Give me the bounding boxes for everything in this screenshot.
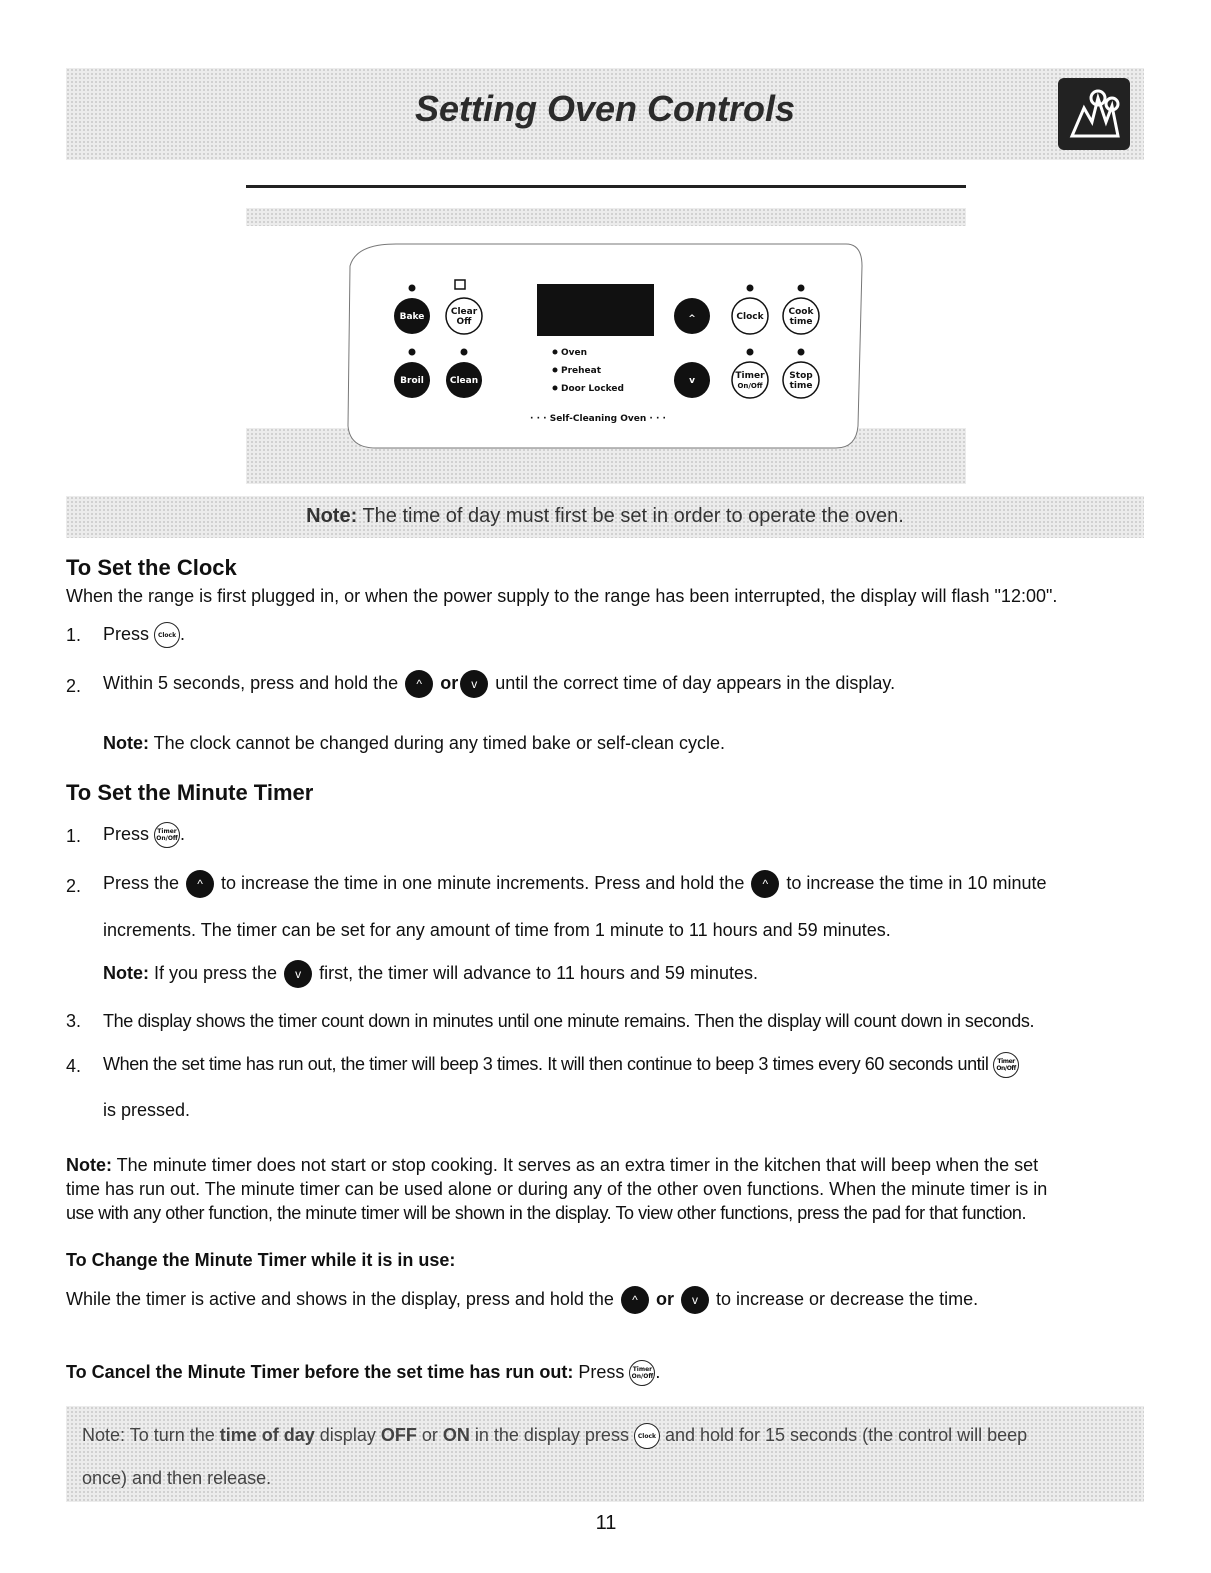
- svg-text:On/Off: On/Off: [737, 382, 763, 390]
- indicator-oven: Oven: [561, 348, 588, 358]
- down-arrow-icon: v: [460, 670, 488, 698]
- panel-top-line: [246, 185, 966, 188]
- oven-display: [537, 284, 654, 336]
- timer-step-4: When the set time has run out, the timer will beep 3 times. It will then continue to beep 3 times every 60 seconds until Timer On/Off: [103, 1052, 1019, 1078]
- page-title: Setting Oven Controls: [414, 88, 796, 129]
- clock-step-1: Press Clock .: [103, 622, 185, 648]
- step-number: 3.: [66, 1011, 82, 1031]
- clock-pad-icon: Clock: [154, 622, 180, 648]
- up-arrow-icon: ^: [405, 670, 433, 698]
- note-bottom-line-2: once) and then release.: [82, 1468, 272, 1488]
- clock-heading: To Set the Clock: [66, 555, 237, 580]
- step-number: 2.: [66, 876, 82, 896]
- stop-time-button[interactable]: [783, 362, 819, 398]
- cook-time-button[interactable]: [783, 298, 819, 334]
- svg-text:Stop: Stop: [789, 371, 813, 381]
- self-cleaning-label: · · · Self-Cleaning Oven · · ·: [530, 414, 666, 424]
- svg-text:Clear: Clear: [450, 307, 478, 317]
- up-arrow-icon: ^: [751, 870, 779, 898]
- timer-step-1: Press Timer On/Off .: [103, 822, 185, 848]
- timer-step-2: Press the ^ to increase the time in one minute increments. Press and hold the ^ to increase the time in 10 minute: [103, 870, 1046, 898]
- timer-step-3: The display shows the timer count down in minutes until one minute remains. Then the display will count down in seconds.: [103, 1011, 1035, 1031]
- down-arrow-icon: v: [284, 960, 312, 988]
- cancel-timer-line: To Cancel the Minute Timer before the set time has run out: Press Timer On/Off .: [66, 1360, 660, 1386]
- clock-pad-icon: Clock: [634, 1423, 660, 1449]
- step-number: 4.: [66, 1056, 82, 1076]
- up-arrow-button[interactable]: [674, 298, 710, 334]
- svg-text:time: time: [789, 317, 813, 327]
- timer-onoff-pad-icon: Timer On/Off: [993, 1052, 1019, 1078]
- timer-step-4-line-2: is pressed.: [103, 1100, 191, 1120]
- timer-step-2-line-2: increments. The timer can be set for any amount of time from 1 minute to 11 hours and 59 minutes.: [103, 920, 891, 940]
- panel-shadow-band: [246, 208, 966, 226]
- svg-text:Broil: Broil: [400, 376, 424, 386]
- clock-intro: When the range is first plugged in, or when the power supply to the range has been interrupted, the display will flash "12:00".: [66, 586, 1058, 606]
- down-arrow-button[interactable]: [674, 362, 710, 398]
- svg-text:Bake: Bake: [399, 312, 425, 322]
- svg-text:Clean: Clean: [449, 376, 479, 386]
- control-panel-illustration: [246, 236, 966, 456]
- clean-button[interactable]: [446, 362, 482, 398]
- indicator-preheat: Preheat: [561, 366, 602, 376]
- svg-text:Cook: Cook: [788, 307, 814, 317]
- clock-step-2: Within 5 seconds, press and hold the ^ or v until the correct time of day appears in the display.: [103, 670, 895, 698]
- step-number: 2.: [66, 676, 82, 696]
- svg-text:Timer: Timer: [735, 371, 765, 381]
- timer-onoff-pad-icon: Timer On/Off: [629, 1360, 655, 1386]
- step-number: 1.: [66, 826, 82, 846]
- timer-step-2-note: Note: If you press the v first, the timer will advance to 11 hours and 59 minutes.: [103, 960, 758, 988]
- cancel-timer-heading: To Cancel the Minute Timer before the set time has run out:: [66, 1361, 574, 1382]
- clock-note: Note: The clock cannot be changed during any timed bake or self-clean cycle.: [103, 733, 725, 753]
- hand-logo-icon: [1058, 78, 1130, 150]
- change-timer-heading: To Change the Minute Timer while it is in use:: [66, 1250, 456, 1270]
- page-number: 11: [595, 1512, 617, 1534]
- step-number: 1.: [66, 625, 82, 645]
- note-bottom-line-1: Note: To turn the time of day display OFF or ON in the display press Clock and hold for 15 seconds (the control will beep: [82, 1423, 1027, 1449]
- timer-onoff-pad-icon: Timer On/Off: [154, 822, 180, 848]
- down-arrow-icon: v: [681, 1286, 709, 1314]
- up-arrow-icon: ^: [186, 870, 214, 898]
- timer-note-line-3: use with any other function, the minute timer will be shown in the display. To view other functions, press the pad for that function.: [66, 1203, 1027, 1223]
- clock-button[interactable]: [732, 298, 768, 334]
- bake-button[interactable]: [394, 298, 430, 334]
- clear-off-button[interactable]: [446, 298, 482, 334]
- svg-text:Clock: Clock: [736, 312, 764, 322]
- timer-onoff-button[interactable]: [732, 362, 768, 398]
- svg-text:time: time: [789, 381, 813, 391]
- change-timer-text: While the timer is active and shows in the display, press and hold the ^ or v to increase or decrease the time.: [66, 1286, 978, 1314]
- svg-text:Off: Off: [456, 317, 472, 327]
- note-top-text: Note: The time of day must first be set in order to operate the oven.: [306, 505, 904, 527]
- svg-text:v: v: [689, 376, 695, 386]
- timer-note-line-2: time has run out. The minute timer can be used alone or during any of the other oven functions. When the minute timer is in: [66, 1179, 1048, 1199]
- up-arrow-icon: ^: [621, 1286, 649, 1314]
- timer-heading: To Set the Minute Timer: [66, 780, 314, 805]
- svg-text:^: ^: [688, 314, 696, 324]
- indicator-door-locked: Door Locked: [561, 384, 624, 394]
- broil-button[interactable]: [394, 362, 430, 398]
- timer-note-line-1: Note: The minute timer does not start or stop cooking. It serves as an extra timer in the kitchen that will beep when the set: [66, 1155, 1039, 1175]
